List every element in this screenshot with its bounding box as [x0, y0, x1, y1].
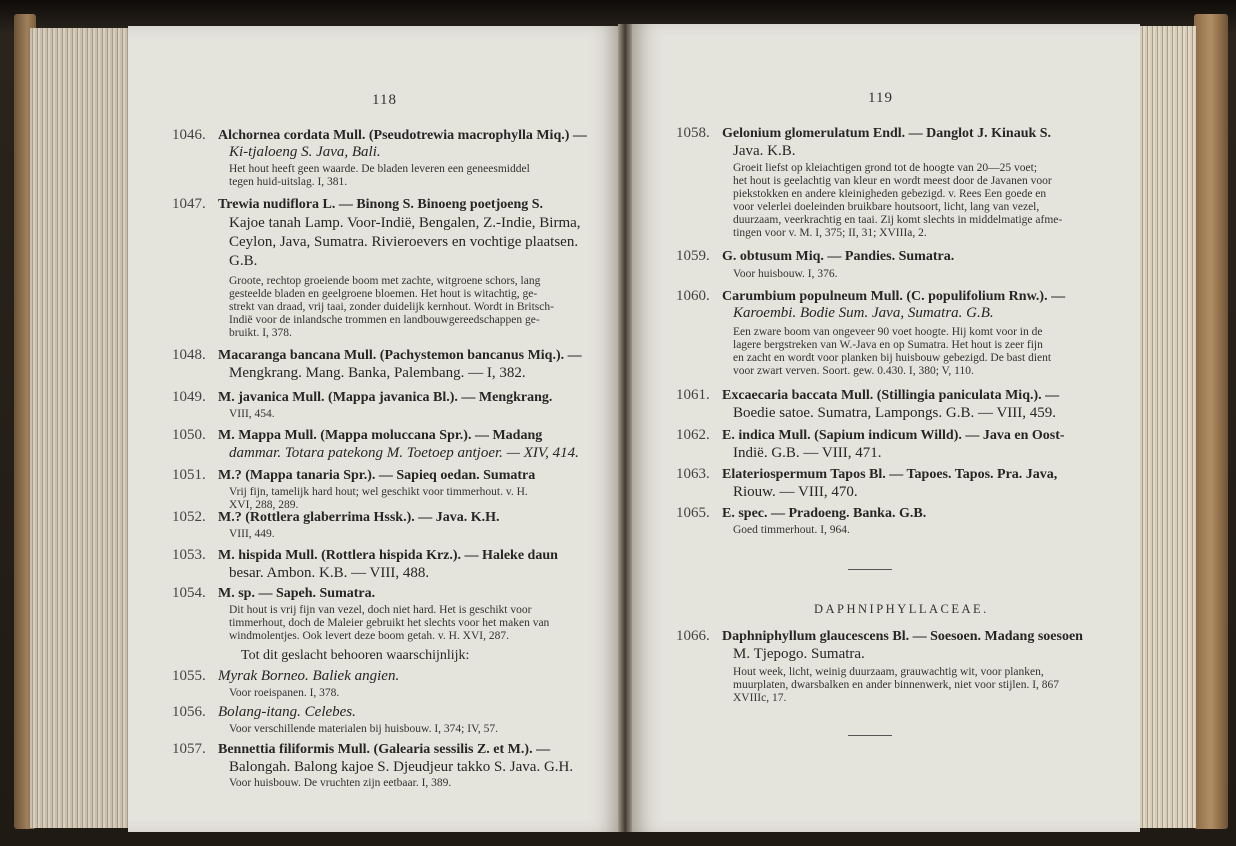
page-number: 118: [372, 92, 397, 108]
entry-1046-head: 1046. Alchornea cordata Mull. (Pseudotrewia macrophylla Miq.) —: [172, 127, 587, 143]
entry-1061-line: Boedie satoe. Sumatra, Lampongs. G.B. — VIII, 459.: [733, 405, 1057, 421]
entry-1058-note: tingen voor v. M. I, 375; II, 31; XVIIIa, 2.: [733, 227, 927, 239]
entry-1058-note: duurzaam, veerkrachtig en taai. Zij komt slechts in middelmatige afme-: [733, 214, 1063, 226]
family-heading: DAPHNIPHYLLACEAE.: [814, 602, 989, 616]
entry-1066-note: Hout week, licht, weinig duurzaam, grauwachtig wit, voor planken,: [733, 666, 1044, 678]
entry-1066-head: 1066. Daphniphyllum glaucescens Bl. — Soesoen. Madang soesoen: [676, 628, 1083, 644]
entry-1047-note: Groote, rechtop groeiende boom met zachte, witgroene schors, lang: [229, 275, 541, 287]
entry-1047-note: Indië voor de inlandsche trommen en landbouwgereedschappen ge-: [229, 314, 540, 326]
section-divider: [848, 569, 892, 570]
entry-1047-line: G.B.: [229, 253, 258, 269]
entry-1059-note: Voor huisbouw. I, 376.: [733, 268, 838, 280]
entry-1058-note: piekstokken en andere kleinigheden gebezigd. v. Rees Een goede en: [733, 188, 1047, 200]
right-page: [632, 24, 1140, 832]
entry-1057-line: Balongah. Balong kajoe S. Djeudjeur takko S. Java. G.H.: [229, 759, 574, 775]
entry-1048-head: 1048. Macaranga bancana Mull. (Pachystemon bancanus Miq.). —: [172, 347, 582, 363]
entry-1046-note: Het hout heeft geen waarde. De bladen leveren een geneesmiddel: [229, 163, 530, 175]
entry-1062-line: Indië. G.B. — VIII, 471.: [733, 445, 882, 461]
entry-1063-line: Riouw. — VIII, 470.: [733, 484, 858, 500]
entry-1048-line: Mengkrang. Mang. Banka, Palembang. — I, 382.: [229, 365, 526, 381]
entry-1049-head: 1049. M. javanica Mull. (Mappa javanica Bl.). — Mengkrang.: [172, 389, 553, 405]
entry-1054-note: Dit hout is vrij fijn van vezel, doch niet hard. Het is geschikt voor: [229, 604, 532, 616]
entry-1059-head: 1059. G. obtusum Miq. — Pandies. Sumatra.: [676, 248, 955, 264]
entry-1047-line: Ceylon, Java, Sumatra. Rivieroevers en vochtige plaatsen.: [229, 234, 579, 250]
left-page: [128, 26, 620, 832]
page-edges-left: [30, 28, 130, 828]
entry-1047-note: gesteelde bladen en geelgroene bloemen. Het hout is witachtig, ge-: [229, 288, 538, 300]
entry-1046-line: Ki-tjaloeng S. Java, Bali.: [229, 144, 381, 160]
entry-1058-note: Groeit liefst op kleiachtigen grond tot de hoogte van 20—25 voet;: [733, 162, 1038, 174]
entry-1057-line: Voor huisbouw. De vruchten zijn eetbaar. I, 389.: [229, 777, 452, 789]
section-divider: [848, 735, 892, 736]
entry-1060-head: 1060. Carumbium populneum Mull. (C. populifolium Rnw.). —: [676, 288, 1066, 304]
entry-1065-note: Goed timmerhout. I, 964.: [733, 524, 850, 536]
entry-1047-note: strekt van draad, vrij taai, zonder duidelijk kernhout. Wordt in Britsch-: [229, 301, 554, 313]
book-cover-right: [1194, 14, 1228, 829]
entry-1058-head: 1058. Gelonium glomerulatum Endl. — Danglot J. Kinauk S.: [676, 125, 1052, 141]
entry-1047-note: bruikt. I, 378.: [229, 327, 292, 339]
entry-1066-note: XVIIIc, 17.: [733, 692, 787, 704]
entry-1046-note: tegen huid-uitslag. I, 381.: [229, 176, 348, 188]
entry-1050-head: 1050. M. Mappa Mull. (Mappa moluccana Spr.). — Madang: [172, 427, 543, 443]
entry-1058-note: het hout is geelachtig van kleur en wordt meest door de Javanen voor: [733, 175, 1052, 187]
entry-1056-head: 1056. Bolang-itang. Celebes.: [172, 704, 356, 720]
entry-1065-head: 1065. E. spec. — Pradoeng. Banka. G.B.: [676, 505, 927, 521]
entry-1058-line: Java. K.B.: [733, 143, 796, 159]
entry-1053-line: besar. Ambon. K.B. — VIII, 488.: [229, 565, 430, 581]
entry-1047-head: 1047. Trewia nudiflora L. — Binong S. Binoeng poetjoeng S.: [172, 196, 544, 212]
entry-1052-head: 1052. M.? (Rottlera glaberrima Hssk.). — Java. K.H.: [172, 509, 500, 525]
entry-1049-line: VIII, 454.: [229, 408, 275, 420]
entry-1051-head: 1051. M.? (Mappa tanaria Spr.). — Sapieq oedan. Sumatra: [172, 467, 536, 483]
entry-1060-note: lagere bergstreken van W.-Java en op Sumatra. Het hout is zeer fijn: [733, 339, 1043, 351]
entry-1063-head: 1063. Elateriospermum Tapos Bl. — Tapoes. Tapos. Pra. Java,: [676, 466, 1058, 482]
entry-1060-note: en zacht en wordt voor planken bij huisbouw gebezigd. De bast dient: [733, 352, 1052, 364]
entry-1055-line: Voor roeispanen. I, 378.: [229, 687, 340, 699]
entry-1066-line: M. Tjepogo. Sumatra.: [733, 646, 865, 662]
entry-1062-head: 1062. E. indica Mull. (Sapium indicum Willd). — Java en Oost-: [676, 427, 1065, 443]
entry-1060-note: Een zware boom van ongeveer 90 voet hoogte. Hij komt voor in de: [733, 326, 1043, 338]
entry-1053-head: 1053. M. hispida Mull. (Rottlera hispida Krz.). — Haleke daun: [172, 547, 558, 563]
entry-1052-line: VIII, 449.: [229, 528, 275, 540]
entry-1047-line: Kajoe tanah Lamp. Voor-Indië, Bengalen, Z.-Indie, Birma,: [229, 215, 581, 231]
entry-1051-note: Vrij fijn, tamelijk hard hout; wel geschikt voor timmerhout. v. H.: [229, 486, 528, 498]
entry-1050-line: dammar. Totara patekong M. Toetoep antjoer. — XIV, 414.: [229, 445, 579, 461]
interlude-text: Tot dit geslacht behooren waarschijnlijk:: [241, 648, 470, 663]
entry-1055-head: 1055. Myrak Borneo. Baliek angien.: [172, 668, 400, 684]
entry-1054-note: windmolentjes. Ook levert deze boom getah. v. H. XVI, 287.: [229, 630, 509, 642]
entry-1057-head: 1057. Bennettia filiformis Mull. (Galearia sessilis Z. et M.). —: [172, 741, 551, 757]
entry-1066-note: muurplaten, dwarsbalken en ander binnenwerk, niet voor stijlen. I, 867: [733, 679, 1060, 691]
entry-1054-head: 1054. M. sp. — Sapeh. Sumatra.: [172, 585, 376, 601]
entry-1056-line: Voor verschillende materialen bij huisbouw. I, 374; IV, 57.: [229, 723, 499, 735]
entry-1054-note: timmerhout, doch de Maleier gebruikt het slechts voor het maken van: [229, 617, 550, 629]
entry-1060-note: voor zwart verven. Soort. gew. 0.430. I, 380; V, 110.: [733, 365, 974, 377]
entry-1058-note: voor velerlei doeleinden bruikbare houtsoort, licht, lang van vezel,: [733, 201, 1040, 213]
entry-1061-head: 1061. Excaecaria baccata Mull. (Stillingia paniculata Miq.). —: [676, 387, 1060, 403]
page-number: 119: [868, 90, 893, 106]
page-edges-right: [1140, 26, 1196, 828]
entry-1060-line: Karoembi. Bodie Sum. Java, Sumatra. G.B.: [733, 305, 994, 321]
entry-1051-note: XVI, 288, 289.: [229, 499, 299, 511]
